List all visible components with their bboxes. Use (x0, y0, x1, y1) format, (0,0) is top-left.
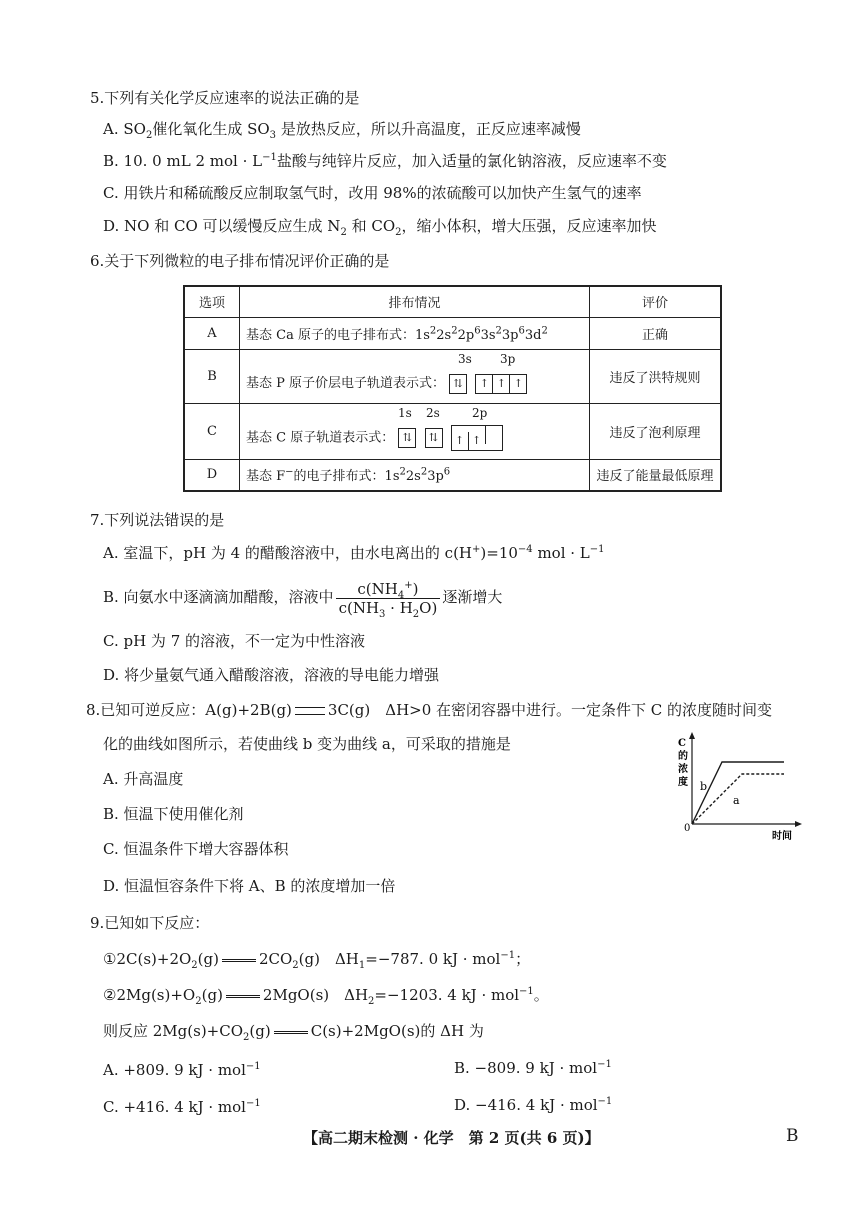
q9-reaction-1: $①2C(s)+2O_2(g)$ $2CO_2(g)$ $\Delta H_1=-787$. 0 kJ · mol$^{-1}$； (103, 950, 531, 971)
row-arrangement: 基态 F−的电子排布式：$1s^22s^23p^6$ (240, 459, 590, 491)
q5-option-c: C. 用铁片和稀硫酸反应制取氢气时，改用 98%的浓硫酸可以加快产生氢气的速率 (103, 184, 642, 202)
q9-question: 则反应 $2Mg(s)+CO_2(g)$ C(s)+2MgO(s)的 ΔH 为 (103, 1022, 484, 1043)
row-evaluation: 正确 (590, 317, 722, 349)
q8-option-b: B. 恒温下使用催化剂 (103, 805, 244, 823)
concentration-fraction: $\frac{c(NH_4^+)}{c(NH_3 \cdot H_2O)}$ (336, 580, 441, 617)
row-evaluation: 违反了泡利原理 (590, 403, 722, 459)
row-evaluation: 违反了洪特规则 (590, 349, 722, 403)
origin-label: 0 (684, 823, 691, 834)
q8-option-c: C. 恒温条件下增大容器体积 (103, 840, 289, 858)
q7-option-c: C. pH 为 7 的溶液，不一定为中性溶液 (103, 632, 366, 650)
reaction-equals-sign (226, 995, 260, 998)
q8-option-a: A. 升高温度 (103, 770, 184, 788)
q5-option-a: A. $SO_2$催化氧化生成 $SO_3$ 是放热反应，所以升高温度，正反应速率减慢 (103, 120, 581, 141)
table-row (184, 349, 721, 403)
q7-option-d: D. 将少量氨气通入醋酸溶液，溶液的导电能力增强 (103, 666, 440, 684)
table-row (184, 459, 721, 491)
q5-option-b: B. 10. 0 mL 2 mol · $L^{-1}$盐酸与纯锌片反应，加入适量的氯化钠溶液，反应速率不变 (103, 152, 667, 170)
row-option: A (184, 317, 240, 349)
q6-stem: 6.关于下列微粒的电子排布情况评价正确的是 (90, 252, 390, 270)
orbital-label-2s: 2s (426, 405, 440, 420)
row-option: C (184, 403, 240, 459)
row-evaluation: 违反了能量最低原理 (590, 459, 722, 491)
orbital-label-2p: 2p (472, 405, 488, 420)
header-arrangement: 排布情况 (240, 286, 590, 317)
row-arrangement: 3s 3p 基态 P 原子价层电子轨道表示式： ⇅ ↑ ↑ ↑ (240, 349, 590, 403)
curve-b (692, 762, 784, 824)
q9-stem: 9.已知如下反应： (90, 914, 210, 932)
q8-stem-line2: 化的曲线如图所示，若使曲线 b 变为曲线 a，可采取的措施是 (103, 735, 511, 753)
reaction-equals-sign (222, 959, 256, 962)
q7-option-a: A. 室温下，pH 为 4 的醋酸溶液中，由水电离出的 $c(H^+)=10^{-4}$ mol · $L^{-1}$ (103, 544, 605, 562)
header-evaluation: 评价 (590, 286, 722, 317)
table-row (184, 403, 721, 459)
row-arrangement: 1s 2s 2p 基态 C 原子轨道表示式： ⇅ ⇅ ↑ ↑ (240, 403, 590, 459)
equilibrium-arrow (295, 707, 325, 715)
table-header-row (184, 286, 721, 317)
y-axis-label-1: C (678, 738, 686, 749)
paper-code: B (786, 1126, 799, 1146)
curve-b-label: b (700, 780, 708, 793)
reaction-equals-sign (274, 1031, 308, 1034)
orbital-box-3p: ↑ ↑ ↑ (475, 374, 527, 394)
orbital-box-2p: ↑ ↑ (451, 425, 503, 451)
q7-option-b: B. 向氨水中逐滴滴加醋酸，溶液中 $\frac{c(NH_4^+)}{c(NH_3 \cdot H_2O)}$ 逐渐增大 (103, 579, 503, 620)
q8-option-d: D. 恒温恒容条件下将 A、B 的浓度增加一倍 (103, 877, 396, 895)
orbital-box-3s: ⇅ (449, 374, 467, 394)
orbital-box-1s: ⇅ (398, 428, 416, 448)
q9-option-c: C. +416. 4 kJ · mol$^{-1}$ (103, 1098, 261, 1116)
y-axis-label-2: 的 (678, 751, 688, 762)
q9-reaction-2: $②2Mg(s)+O_2(g)$ 2MgO(s) $\Delta H_2=-1203$. 4 kJ · mol$^{-1}$。 (103, 986, 549, 1007)
curve-a-label: a (733, 794, 740, 807)
concentration-time-graph (670, 728, 810, 850)
q8-stem-line1: 8.已知可逆反应：A(g)+2B(g) 3C(g) ΔH>0 在密闭容器中进行。一定条件下 C 的浓度随时间变 (86, 701, 773, 719)
orbital-label-3s: 3s (458, 351, 472, 366)
row-option: B (184, 349, 240, 403)
page-footer: 【高二期末检测 · 化学 第 2 页(共 6 页)】 (303, 1129, 600, 1147)
q9-option-d: D. −416. 4 kJ · mol$^{-1}$ (454, 1096, 613, 1114)
row-option: D (184, 459, 240, 491)
x-axis-label: 时间 (772, 831, 792, 842)
q7-stem: 7.下列说法错误的是 (90, 511, 225, 529)
q5-option-d: D. NO 和 CO 可以缓慢反应生成 $N_2$ 和 $CO_2$，缩小体积，增大压强，反应速率加快 (103, 217, 657, 238)
y-axis-arrow (689, 732, 695, 739)
q9-option-a: A. +809. 9 kJ · mol$^{-1}$ (103, 1061, 261, 1079)
y-axis-label-4: 度 (678, 777, 688, 788)
x-axis-arrow (795, 821, 802, 827)
q5-stem: 5.下列有关化学反应速率的说法正确的是 (90, 89, 360, 107)
table-row (184, 317, 721, 349)
orbital-label-3p: 3p (500, 351, 516, 366)
orbital-label-1s: 1s (398, 405, 412, 420)
orbital-box-2s: ⇅ (425, 428, 443, 448)
y-axis-label-3: 浓 (678, 764, 688, 775)
header-option: 选项 (184, 286, 240, 317)
q9-option-b: B. −809. 9 kJ · mol$^{-1}$ (454, 1059, 612, 1077)
electron-config-table (183, 285, 722, 492)
row-arrangement: 基态 Ca 原子的电子排布式：$1s^22s^22p^63s^23p^63d^2$ (240, 317, 590, 349)
